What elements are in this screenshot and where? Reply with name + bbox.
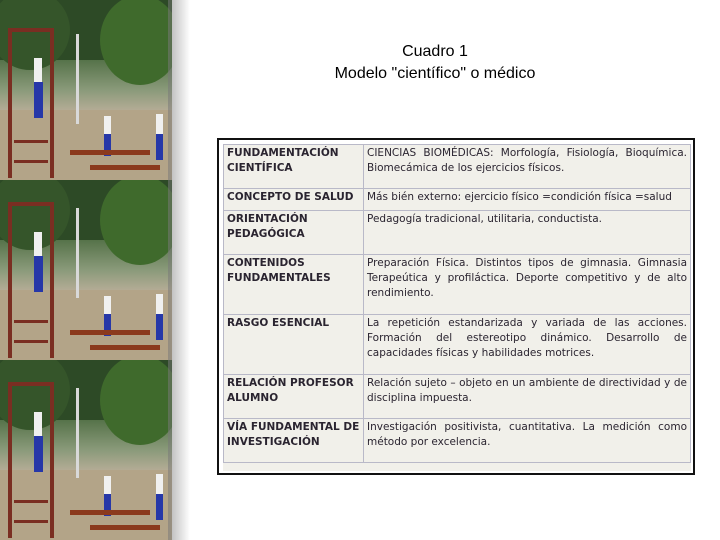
table-row xyxy=(224,211,691,255)
page-subtitle: Modelo "científico" o médico xyxy=(334,65,536,82)
strip-shadow xyxy=(168,0,190,540)
table-row xyxy=(224,375,691,419)
table-image xyxy=(223,144,691,471)
row-label: RELACIÓN PROFESOR ALUMNO xyxy=(224,375,364,419)
table-row xyxy=(224,419,691,463)
table-row xyxy=(224,189,691,211)
outdoor-gym-photo xyxy=(0,180,172,360)
row-label: RASGO ESENCIAL xyxy=(224,315,364,375)
row-content: La repetición estandarizada y variada de las acciones. Formación del estereotipo dinámico. Desarrollo de capacidades físicas y habilidades motrices. xyxy=(364,315,691,375)
table-row xyxy=(224,255,691,315)
row-content: Relación sujeto – objeto en un ambiente de directividad y de disciplina impuesta. xyxy=(364,375,691,419)
table-frame xyxy=(217,138,695,475)
row-content: Más bién externo: ejercicio físico =condición física =salud xyxy=(364,189,691,211)
row-label: CONCEPTO DE SALUD xyxy=(224,189,364,211)
photo-strip xyxy=(0,0,172,540)
row-content: Pedagogía tradicional, utilitaria, conductista. xyxy=(364,211,691,255)
row-label: CONTENIDOS FUNDAMENTALES xyxy=(224,255,364,315)
row-content: Preparación Física. Distintos tipos de gimnasia. Gimnasia Terapeútica y profiláctica. Deporte competitivo y de alto rendimiento. xyxy=(364,255,691,315)
table-row xyxy=(224,145,691,189)
row-label: VÍA FUNDAMENTAL DE INVESTIGACIÓN xyxy=(224,419,364,463)
row-content: Investigación positivista, cuantitativa. La medición como método por excelencia. xyxy=(364,419,691,463)
row-label: FUNDAMENTACIÓN CIENTÍFICA xyxy=(224,145,364,189)
row-label: ORIENTACIÓN PEDAGÓGICA xyxy=(224,211,364,255)
table-row xyxy=(224,315,691,375)
outdoor-gym-photo xyxy=(0,360,172,540)
page-title: Cuadro 1 xyxy=(402,43,468,60)
outdoor-gym-photo xyxy=(0,0,172,180)
row-content: CIENCIAS BIOMÉDICAS: Morfología, Fisiología, Bioquímica. Biomecámica de los ejercicios físicos. xyxy=(364,145,691,189)
model-table xyxy=(223,144,691,463)
